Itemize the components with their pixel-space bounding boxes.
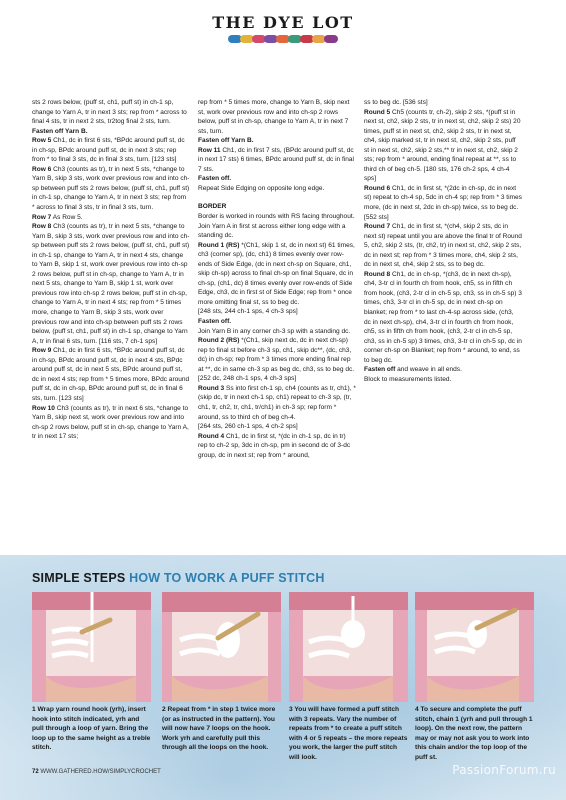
text-paragraph: [248 sts, 244 ch-1 sps, 4 ch-3 sps] — [198, 308, 298, 316]
page-footer — [32, 769, 161, 775]
row-label: Round 5 — [364, 108, 391, 116]
text-column-3 — [364, 98, 522, 384]
row-label: Round 6 — [364, 184, 391, 192]
pattern-text — [32, 98, 534, 528]
row-label: Round 4 — [198, 432, 225, 440]
text-column-1 — [32, 98, 190, 442]
text-paragraph: Block to measurements listed. — [364, 375, 452, 383]
text-paragraph: Join Yarn B in any corner ch-3 sp with a standing dc. — [198, 327, 351, 335]
row-text: Ch1, dc in ch-sp, *(ch3, dc in next ch-sp), ch4, 3-tr cl in fourth ch from hook, ch5, ss in fifth ch from hook, (ch3, 2-tr cl in ch-5 sp, ch3, ss in ch-5 sp) 3 times, ch3, 3-tr cl in ch-5 sp, dc in next ch-sp on blanket; rep from * to last ch-4-sp across side, (ch3, dc in next ch-sp), ch4, 3-tr cl in fourth ch from hook, ch5, ss in fifth ch from hook, (ch3, 2-tr cl in ch-5 sp, ch3, ss in ch-5 sp) 3 times, ch3, 3-tr cl in ch-5 sp, dc in corner ch-sp on Blanket; rep from * around, to end, ss to beg dc. — [364, 270, 522, 364]
row-label: Round 1 (RS) — [198, 241, 240, 249]
steps-heading — [32, 571, 325, 585]
page-header — [0, 0, 566, 60]
instruction-paragraph — [198, 432, 356, 461]
row-label: Row 5 — [32, 137, 52, 145]
instruction-paragraph — [364, 270, 522, 365]
row-text: Ch1, dc in first st, *(2dc in ch-sp, dc in next st) repeat to ch-4 sp, 5dc in ch-4 sp; rep from * 3 times more, (dc in next st, 2dc in ch-sp) twice, ss to beg dc. [552 sts] — [364, 184, 522, 221]
row-text: and weave in all ends. — [395, 366, 462, 374]
row-label: Round 7 — [364, 223, 391, 231]
instruction-paragraph — [198, 384, 356, 422]
row-text: Ch3 (counts as tr), tr in next 5 sts, *change to Yarn B, skip 3 sts, work over previous row and into ch-sp between puff sts 2 rows below, (puff st, ch1, puff st) in ch-1 sp, change to Yarn A, tr in next 4 sts, change to Yarn B, skip 1 st, work over previous row into ch-sp 2 rows below, puff st in ch-sp, change to Yarn A, tr in next 5 sts, change to Yarn B, skip 1 st, work over previous row into ch-sp 2 rows below, puff st in ch-sp, change to Yarn A, tr in next 4 sts; rep from * 5 times more, change to Yarn B, skip 3 sts, work over previous row and into ch-sp between puff sts 2 rows below, (puff st, ch1, puff st) in ch-1 sp, change to Yarn A, tr in final 6 sts, turn. [116 sts, 7 ch-1 sps] — [32, 223, 190, 345]
row-label: Row 9 — [32, 347, 52, 355]
row-label: Row 11 — [198, 146, 221, 154]
text-paragraph: Border is worked in rounds with RS facing throughout. — [198, 213, 355, 221]
row-text: Ch1, dc in first 6 sts, *BPdc around puff st, dc in ch-sp, BPdc around puff st, dc in next 3 sts; rep from * to final 3 sts, dc in final 3 sts, turn. [123 sts] — [32, 137, 185, 164]
instruction-paragraph — [198, 146, 356, 175]
paragraph-gap — [198, 193, 356, 202]
text-paragraph: rep from * 5 times more, change to Yarn B, skip next st, work over previous row and into ch-sp 2 rows below, puff st in ch-sp, change to Yarn A, tr in next 7 sts, turn. — [198, 99, 350, 135]
step-3-caption: 3 You will have formed a puff stitch with 3 repeats. Vary the number of repeats from * to create a puff stitch with 4 or 5 repeats – the more repeats you work, the larger the puff stitch will look. — [289, 706, 408, 761]
step-1-photo — [32, 592, 151, 702]
instruction-paragraph — [198, 336, 356, 374]
row-label: Fasten off — [364, 366, 396, 374]
text-paragraph: sts 2 rows below, (puff st, ch1, puff st) in ch-1 sp, change to Yarn A, tr in next 3 sts; rep from * across to final 4 sts, tr in next 2 sts, tr2tog final 2 sts, turn. — [32, 99, 187, 126]
row-text: Ch3 (counts as tr), tr in next 6 sts, *change to Yarn B, skip next st, work over previous row and into ch-sp 2 rows below, puff st in ch-sp, change to Yarn A, tr in next 17 sts; — [32, 404, 189, 441]
row-text: Ch1, dc in first st, *(dc in ch-1 sp, dc in tr) rep to ch-2 sp, 3dc in ch-sp, pm in second dc of 3-dc group, dc in next st; rep from * around, — [198, 432, 351, 459]
row-label: Row 7 — [32, 213, 52, 221]
step-4-photo — [415, 592, 534, 702]
text-paragraph: [252 dc, 248 ch-1 sps, 4 ch-3 sps] — [198, 375, 297, 383]
step-2-photo — [162, 592, 281, 702]
row-text: *(Ch1, skip next dc, dc in next ch-sp) rep to final st before ch-3 sp, ch1, skip dc**, (dc, ch3, dc) in ch-sp; rep from * 3 times more ending final rep at **, dc in same ch-3 sp as beg dc, ch3, ss to beg dc. — [198, 337, 355, 373]
watermark: PassionForum.ru — [452, 763, 556, 777]
row-text: *(Ch1, skip 1 st, dc in next st) 61 times, ch3 (corner sp), (dc, ch1) 8 times evenly over row-ends of Side Edge, (dc in next ch-sp on Square, ch1, skip ch-sp) across to final ch-sp on final Square, dc in ch-sp, (ch1, dc) 8 times evenly over row-ends of Side Edge, ch3, dc in first st of Side Edge; rep from * once more omitting final st, ss to beg dc. — [198, 241, 355, 306]
row-text: Ch3 (counts as tr), tr in next 5 sts, *change to Yarn B, skip 3 sts, work over previous row and into ch-sp between puff sts 2 rows below, (puff st, ch1, puff st) in ch-1 sp, change to Yarn A, tr in next 3 sts; rep from * across to final 3 sts, tr in final 3 sts, turn. — [32, 165, 190, 212]
yarn-skeins-icon — [228, 32, 338, 46]
page-number: 72 — [32, 769, 39, 775]
row-text: Ch1, dc in first st, *(ch4, skip 2 sts, dc in next st) repeat until you are above the final tr of Round 5, ch2, skip 2 sts, (tr, ch2, tr) in next st, ch2, skip 2 sts, dc in next st; rep from * 3 times more, ch4, skip 2 sts, dc in next st, ch4, skip 2 sts, ss to beg dc. — [364, 223, 522, 269]
row-text: Ch1, dc in first 6 sts, *BPdc around puff st, dc in ch-sp, BPdc around puff st, dc in next 4 sts, BPdc around puff st, dc in next 5 sts, BPdc around puff st, dc in next 4 sts; rep from * 5 times more, BPdc around puff st, dc in ch-sp, BPdc around puff st, dc in final 6 sts, turn. [123 sts] — [32, 347, 190, 402]
row-label: Round 8 — [364, 270, 391, 278]
instruction-paragraph — [32, 346, 190, 403]
step-2-caption: 2 Repeat from * in step 1 twice more (or as instructed in the pattern). You will now have 7 loops on the hook. Work yrh and carefully pull this through all the loops on the hook. — [162, 706, 276, 751]
row-text: Ch5 (counts tr, ch-2), skip 2 sts, *(puff st in next st, ch2, skip 2 sts, tr in next st, ch2, skip 2 sts) 20 times, puff st in next st, ch2, skip 2 sts, tr in next st, ch4, skip marked st, tr in next st, ch2, skip 2 sts, puff st in next st, ch2, skip 2 sts,** tr in next st, ch2, skip 2 sts; rep from * around, ending final repeat at **, ss to third ch of beg ch-5. [180 sts, 176 ch-2 sps, 4 ch-4 sps] — [364, 108, 521, 183]
instruction-paragraph — [32, 222, 190, 346]
row-text: Ss into first ch-1 sp, ch4 (counts as tr, ch1), *(skip dc, tr in next ch-1 sp, ch1) repeat to ch-3 sp, (tr, ch1, tr, ch2, tr, ch1, tr/ch1) in ch-3 sp; rep form * around, ss to third ch of beg ch-4. — [198, 384, 356, 421]
website-url: WWW.GATHERED.HOW/SIMPLYCROCHET — [40, 769, 161, 775]
instruction-paragraph — [32, 404, 190, 442]
steps-heading-lead: SIMPLE STEPS — [32, 571, 126, 585]
row-label: Round 2 (RS) — [198, 337, 240, 345]
bold-note: Fasten off. — [198, 318, 232, 326]
section-title: THE DYE LOT — [212, 13, 354, 32]
instruction-paragraph — [32, 213, 190, 223]
bold-note: Fasten off. — [198, 175, 232, 183]
row-label: Round 3 — [198, 384, 225, 392]
text-column-2 — [198, 98, 356, 460]
instruction-paragraph — [364, 108, 522, 184]
text-paragraph: Join Yarn A in first st across either long edge with a standing dc. — [198, 222, 346, 240]
step-3-photo — [289, 592, 408, 702]
row-text: As Row 5. — [51, 213, 83, 221]
instruction-paragraph — [32, 165, 190, 213]
text-paragraph: [264 sts, 260 ch-1 sps, 4 ch-2 sps] — [198, 423, 298, 431]
instruction-paragraph — [198, 241, 356, 308]
row-label: Row 10 — [32, 404, 55, 412]
instruction-paragraph — [364, 222, 522, 270]
text-paragraph: Repeat Side Edging on opposite long edge. — [198, 184, 325, 192]
row-label: Row 8 — [32, 223, 52, 231]
row-text: Ch1, dc in first 7 sts, (BPdc around puff st, dc in next 17 sts) 6 times, BPdc around puff st, dc in final 7 sts. — [198, 146, 354, 173]
step-4-caption: 4 To secure and complete the puff stitch, chain 1 (yrh and pull through 1 loop). On the next row, the pattern may or may not ask you to work into this chain and/or the top loop of the puff st. — [415, 706, 533, 761]
step-1-caption: 1 Wrap yarn round hook (yrh), insert hook into stitch indicated, yrh and pull through a loop of yarn. Bring the loop up to the same height as a treble stitch. — [32, 706, 151, 751]
instruction-paragraph — [32, 136, 190, 165]
instruction-paragraph — [364, 184, 522, 222]
bold-note: Fasten off Yarn B. — [32, 127, 88, 135]
bold-note: Fasten off Yarn B. — [198, 137, 254, 145]
text-paragraph: ss to beg dc. [536 sts] — [364, 99, 428, 106]
row-label: Row 6 — [32, 165, 52, 173]
steps-heading-rest: HOW TO WORK A PUFF STITCH — [129, 571, 325, 585]
bold-note: BORDER — [198, 203, 227, 211]
instruction-paragraph — [364, 365, 522, 375]
